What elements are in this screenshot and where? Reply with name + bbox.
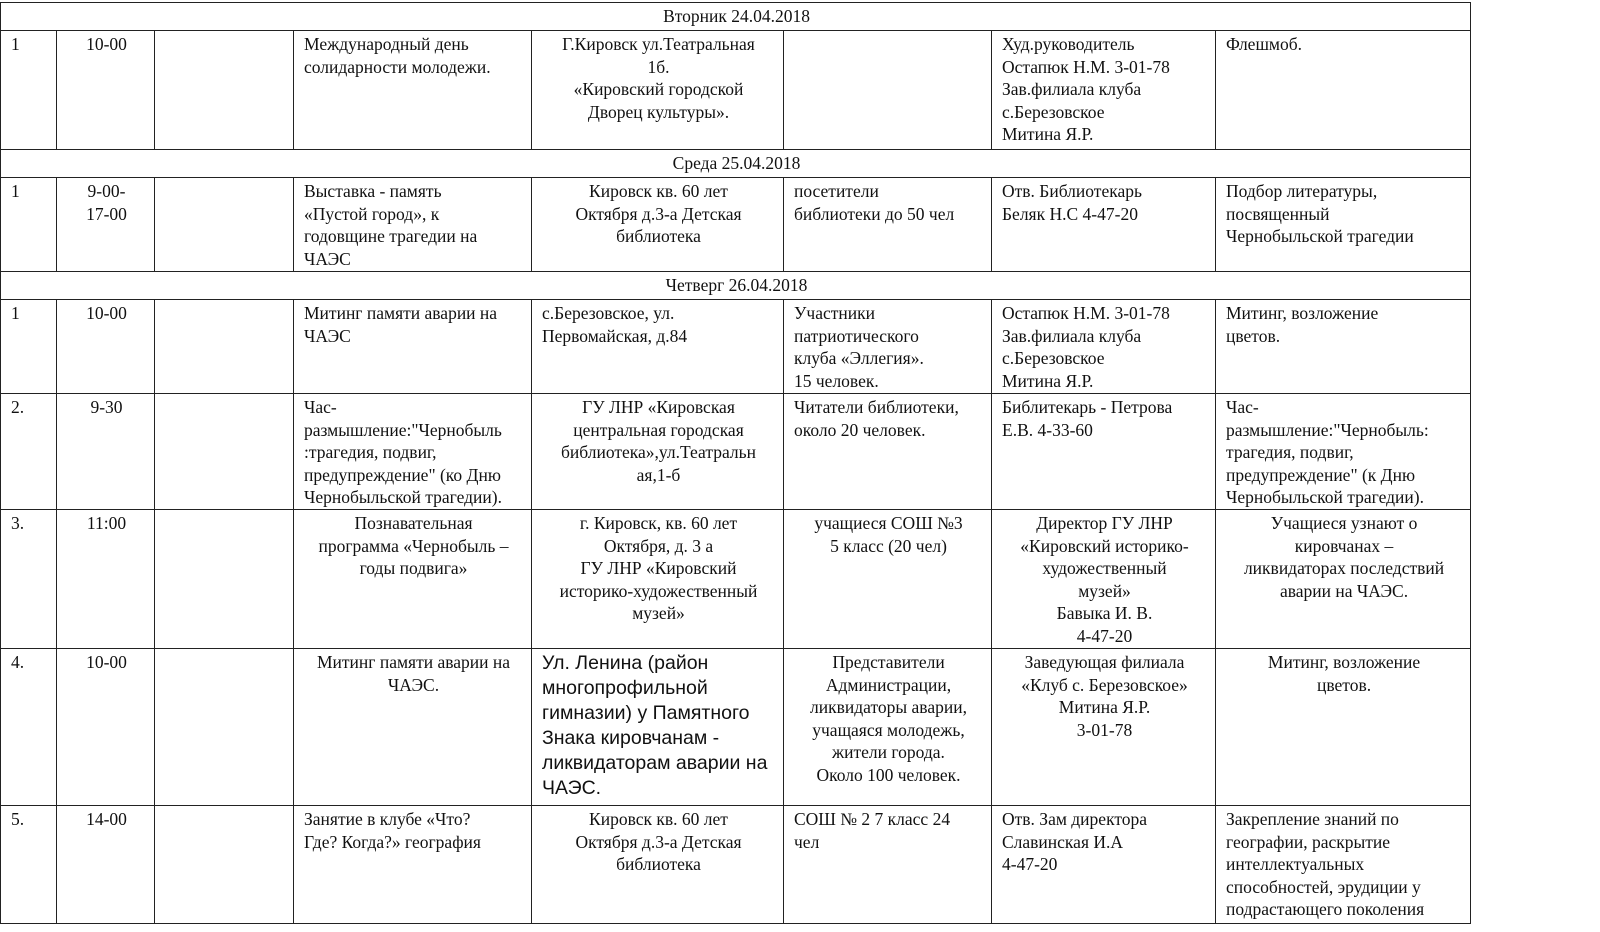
day-header: Вторник 24.04.2018: [1, 3, 1471, 31]
event-place: Кировск кв. 60 лет Октября д.3-а Детская библиотека: [532, 806, 784, 924]
day-header-row: [1, 3, 1471, 31]
table-row: [1, 178, 1471, 272]
event-audience: учащиеся СОШ №3 5 класс (20 чел): [784, 510, 992, 649]
event-place: с.Березовское, ул. Первомайская, д.84: [532, 300, 784, 394]
table-row: [1, 394, 1471, 510]
event-title: Митинг памяти аварии на ЧАЭС: [294, 300, 532, 394]
event-note: Митинг, возложение цветов.: [1216, 300, 1471, 394]
table-row: [1, 31, 1471, 150]
event-note: Час- размышление:"Чернобыль: трагедия, подвиг, предупреждение" (к Дню Чернобыльской трагедии).: [1216, 394, 1471, 510]
event-place: Г.Кировск ул.Театральная 1б. «Кировский городской Дворец культуры».: [532, 31, 784, 150]
table-row: [1, 300, 1471, 394]
event-title: Час- размышление:"Чернобыль :трагедия, подвиг, предупреждение" (ко Дню Чернобыльской трагедии).: [294, 394, 532, 510]
day-header-row: [1, 150, 1471, 178]
row-number: 1: [1, 300, 57, 394]
event-audience: СОШ № 2 7 класс 24 чел: [784, 806, 992, 924]
event-title: Выставка - память «Пустой город», к годовщине трагедии на ЧАЭС: [294, 178, 532, 272]
row-number: 4.: [1, 649, 57, 806]
event-note: Подбор литературы, посвященный Чернобыльской трагедии: [1216, 178, 1471, 272]
event-audience: Участники патриотического клуба «Эллегия». 15 человек.: [784, 300, 992, 394]
event-title: Познавательная программа «Чернобыль – годы подвига»: [294, 510, 532, 649]
row-number: 1: [1, 178, 57, 272]
event-responsible: Отв. Библиотекарь Беляк Н.С 4-47-20: [992, 178, 1216, 272]
event-responsible: Худ.руководитель Остапюк Н.М. 3-01-78 Зав.филиала клуба с.Березовское Митина Я.Р.: [992, 31, 1216, 150]
event-place: Кировск кв. 60 лет Октября д.3-а Детская библиотека: [532, 178, 784, 272]
event-time: 10-00: [57, 649, 155, 806]
event-place: ГУ ЛНР «Кировская центральная городская библиотека»,ул.Театральн ая,1-б: [532, 394, 784, 510]
event-responsible: Библитекарь - Петрова Е.В. 4-33-60: [992, 394, 1216, 510]
event-responsible: Директор ГУ ЛНР «Кировский историко- художественный музей» Бавыка И. В. 4-47-20: [992, 510, 1216, 649]
event-time: 9-00- 17-00: [57, 178, 155, 272]
event-place: Ул. Ленина (район многопрофильной гимназии) у Памятного Знака кировчанам - ликвидаторам аварии на ЧАЭС.: [532, 649, 784, 806]
event-title: Международный день солидарности молодежи.: [294, 31, 532, 150]
empty-cell: [155, 649, 294, 806]
row-number: 3.: [1, 510, 57, 649]
event-title: Занятие в клубе «Что? Где? Когда?» география: [294, 806, 532, 924]
event-place: г. Кировск, кв. 60 лет Октября, д. 3 а ГУ ЛНР «Кировский историко-художественный музей»: [532, 510, 784, 649]
row-number: 2.: [1, 394, 57, 510]
event-title: Митинг памяти аварии на ЧАЭС.: [294, 649, 532, 806]
table-row: [1, 649, 1471, 806]
table-row: [1, 806, 1471, 924]
event-responsible: Заведующая филиала «Клуб с. Березовское» Митина Я.Р. 3-01-78: [992, 649, 1216, 806]
event-responsible: Остапюк Н.М. 3-01-78 Зав.филиала клуба с.Березовское Митина Я.Р.: [992, 300, 1216, 394]
day-header-row: [1, 272, 1471, 300]
event-responsible: Отв. Зам директора Славинская И.А 4-47-20: [992, 806, 1216, 924]
event-time: 14-00: [57, 806, 155, 924]
day-header: Четверг 26.04.2018: [1, 272, 1471, 300]
event-note: Флешмоб.: [1216, 31, 1471, 150]
event-audience: посетители библиотеки до 50 чел: [784, 178, 992, 272]
table-row: [1, 510, 1471, 649]
row-number: 5.: [1, 806, 57, 924]
empty-cell: [155, 394, 294, 510]
event-time: 10-00: [57, 300, 155, 394]
row-number: 1: [1, 31, 57, 150]
event-time: 11:00: [57, 510, 155, 649]
empty-cell: [155, 300, 294, 394]
event-audience: [784, 31, 992, 150]
event-note: Закрепление знаний по географии, раскрытие интеллектуальных способностей, эрудиции у подрастающего поколения: [1216, 806, 1471, 924]
empty-cell: [155, 806, 294, 924]
empty-cell: [155, 31, 294, 150]
event-audience: Читатели библиотеки, около 20 человек.: [784, 394, 992, 510]
event-note: Митинг, возложение цветов.: [1216, 649, 1471, 806]
schedule-table: [0, 2, 1471, 924]
event-note: Учащиеся узнают о кировчанах – ликвидаторах последствий аварии на ЧАЭС.: [1216, 510, 1471, 649]
event-time: 9-30: [57, 394, 155, 510]
day-header: Среда 25.04.2018: [1, 150, 1471, 178]
event-audience: Представители Администрации, ликвидаторы аварии, учащаяся молодежь, жители города. Около 100 человек.: [784, 649, 992, 806]
event-time: 10-00: [57, 31, 155, 150]
empty-cell: [155, 178, 294, 272]
empty-cell: [155, 510, 294, 649]
